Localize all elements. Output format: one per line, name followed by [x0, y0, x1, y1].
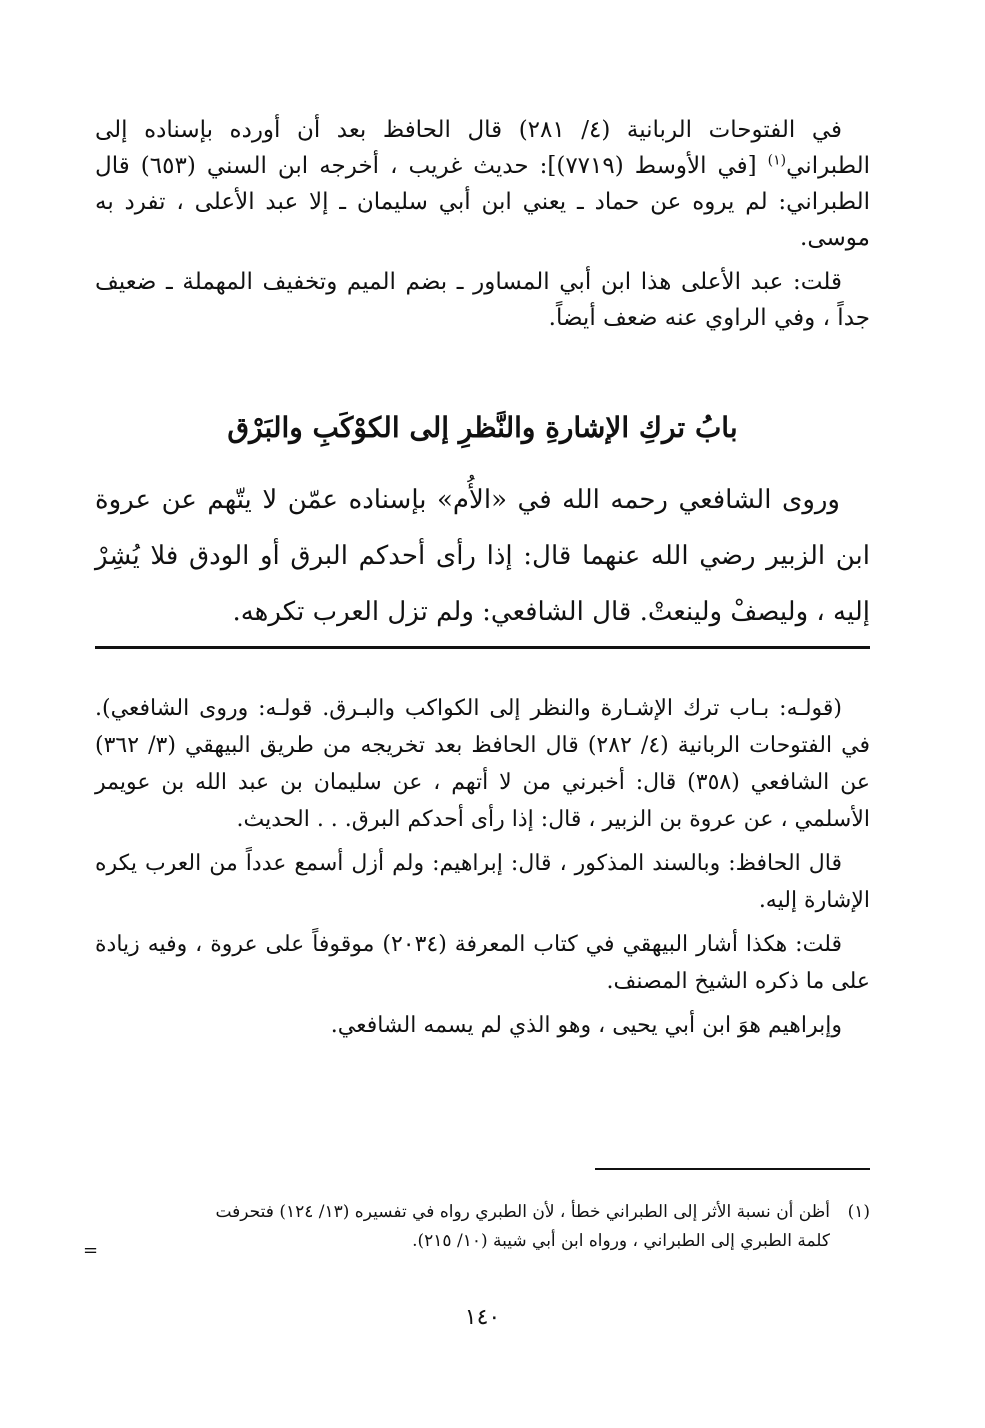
upper-paragraph-2: قلت: عبد الأعلى هذا ابن أبي المساور ـ بضم الميم وتخفيف المهملة ـ ضعيف جداً ، وفي الراوي عنه ضعف أيضاً.: [95, 269, 870, 331]
footnote-number: (١): [847, 1202, 870, 1222]
commentary-paragraph-1: (قولـه: بـاب ترك الإشـارة والنظر إلى الكواكب والبـرق. قولـه: وروى الشافعي). في الفتوحات الربانية (٤/ ٢٨٢) قال الحافظ بعد تخريجه من طريق البيهقي (٣/ ٣٦٢) عن الشافعي (٣٥٨) قال: أخبرني من لا أتهم ، عن سليمان بن عبد الله بن عويمر الأسلمي ، عن عروة بن الزبير ، قال: إذا رأى أحدكم البرق. . . الحديث.: [95, 696, 871, 832]
commentary-paragraph-3: قلت: هكذا أشار البيهقي في كتاب المعرفة (٢٠٣٤) موقوفاً على عروة ، وفيه زيادة على ما ذكره الشيخ المصنف.: [95, 932, 870, 994]
footnote-divider: [595, 1168, 870, 1170]
commentary-paragraph-2: قال الحافظ: وبالسند المذكور ، قال: إبراهيم: ولم أزل أسمع عدداً من العرب يكره الإشارة إليه.: [95, 851, 870, 913]
section-divider: [95, 646, 870, 649]
main-text: [95, 472, 870, 640]
footnote: [95, 1198, 870, 1256]
upper-paragraph-1: [95, 112, 870, 256]
footnote-line-1: [95, 1198, 870, 1227]
main-paragraph: وروى الشافعي رحمه الله في «الأُم» بإسناده عمّن لا يتّهم عن عروة ابن الزبير رضي الله عنهما قال: إذا رأى أحدكم البرق أو الودق فلا يُشِرْ إليه ، وليصفْ ولينعتْ. قال الشافعي: ولم تزل العرب تكرهه.: [95, 485, 870, 627]
page-number: ١٤٠: [464, 1305, 501, 1330]
page: [83, 0, 871, 1428]
commentary-paragraph-4: وإبراهيم هوَ ابن أبي يحيى ، وهو الذي لم يسمه الشافعي.: [330, 1013, 842, 1038]
upper-p1-line4: تفرد به موسى.: [95, 189, 870, 251]
chapter-title: بابُ تركِ الإشارةِ والنَّظرِ إلى الكوْكَبِ والبَرْق: [227, 411, 738, 444]
footnote-continuation-mark: =: [83, 1240, 99, 1261]
footnote-text-1: أظن أن نسبة الأثر إلى الطبراني خطأ ، لأن الطبري رواه في تفسيره (١٣/ ١٢٤) فتحرفت: [215, 1202, 830, 1222]
upper-commentary: [95, 112, 870, 344]
upper-p1-line3: قال الطبراني: لم يروه عن حماد ـ يعني ابن أبي سليمان ـ إلا عبد الأعلى ،: [95, 153, 871, 215]
commentary: [95, 690, 870, 1051]
upper-p1-line1: في الفتوحات الربانية (٤/ ٢٨١) قال الحافظ بعد أن أورده بإسناده إلى: [95, 117, 842, 143]
upper-p1-line2a: الطبراني: [786, 153, 870, 179]
footnote-text-2: كلمة الطبري إلى الطبراني ، ورواه ابن أبي شيبة (١٠/ ٢١٥).: [412, 1231, 830, 1251]
footnote-reference: (١): [767, 152, 787, 169]
upper-p1-line2b: [في الأوسط (٧٧١٩)]: حديث غريب ، أخرجه ابن السني (٦٥٣): [140, 153, 768, 179]
